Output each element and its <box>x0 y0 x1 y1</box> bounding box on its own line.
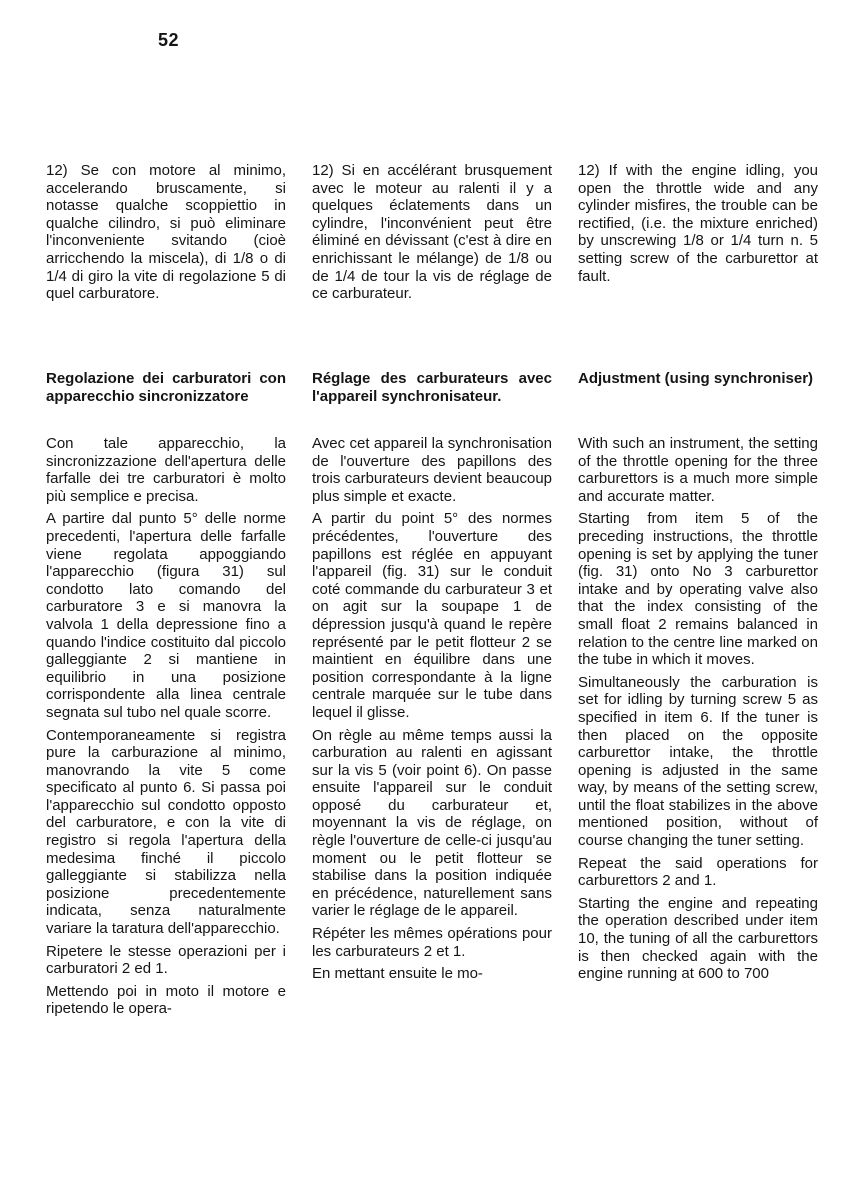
body-paragraph: En mettant ensuite le mo- <box>312 965 483 983</box>
column-english <box>578 162 818 988</box>
body-paragraph: Contemporaneamente si registra pure la carburazione al minimo, manovrando la vite 5 come specificato al punto 6. Si passa poi l'apparecchio sul condotto opposto del carburatore, e con la vite di registro si regola l'apertura della medesima finché il piccolo galleggiante si stabilizza nella posizione precedentemente indicata, senza naturalmente variare la taratura dell'apparecchio. <box>46 726 286 938</box>
body-paragraph: Starting from item 5 of the preceding instructions, the throttle opening is set by applying the tuner (fig. 31) onto No 3 carburettor intake and by operating valve also that the index consisting of the small float 2 remains balanced in relation to the centre line marked on the tube in which it moves. <box>578 510 818 669</box>
column-french <box>312 162 552 988</box>
intro-paragraph-english: 12) If with the engine idling, you open the throttle wide and any cylinder misfires, the trouble can be rectified, (i.e. the mixture enriched) by unscrewing 1/8 or 1/4 turn n. 5 setting screw of the carburettor at fault. <box>578 162 818 285</box>
body-paragraph: Ripetere le stesse operazioni per i carburatori 2 ed 1. <box>46 942 286 978</box>
body-paragraph: Mettendo poi in moto il motore e ripetendo le opera- <box>46 982 286 1018</box>
intro-paragraph-italian: 12) Se con motore al minimo, accelerando bruscamente, si notasse qualche scoppiettio in qualche cilindro, si può eliminare l'inconveniente svitando (cioè arricchendo la miscela), di 1/8 o di 1/4 di giro la vite di regolazione 5 di quel carburatore. <box>46 162 286 303</box>
body-paragraph: Répéter les mêmes opérations pour les carburateurs 2 et 1. <box>312 925 552 960</box>
page-number: 52 <box>158 30 180 50</box>
section-heading-french: Réglage des carburateurs avec l'appareil synchronisateur. <box>312 370 552 405</box>
intro-paragraph-french: 12) Si en accélérant brusquement avec le moteur au ralenti il y a quelques éclatements dans un cylindre, l'inconvénient peut être éliminé en dévissant (c'est à dire en enrichissant le mélange) de 1/8 ou de 1/4 de tour la vis de réglage de ce carburateur. <box>312 162 552 303</box>
body-paragraph: Avec cet appareil la synchronisation de l'ouverture des papillons des trois carburateurs devient beaucoup plus simple et exacte. <box>312 435 552 505</box>
body-paragraph: Con tale apparecchio, la sincronizzazione dell'apertura delle farfalle dei tre carburatori è molto più semplice e precisa. <box>46 435 286 505</box>
body-paragraph: With such an instrument, the setting of the throttle opening for the three carburettors is a much more simple and accurate matter. <box>578 435 818 505</box>
column-italian <box>46 162 286 1023</box>
body-paragraph: Starting the engine and repeating the operation described under item 10, the tuning of all the carburettors is then checked again with the engine running at 600 to 700 <box>578 894 818 983</box>
body-paragraph: Repeat the said operations for carburettors 2 and 1. <box>578 854 818 890</box>
section-heading-english: Adjustment (using synchroniser) <box>578 370 814 387</box>
body-paragraph: A partir du point 5° des normes précédentes, l'ouverture des papillons est réglée en appuyant l'appareil (fig. 31) sur le conduit coté commande du carburateur 3 et on agit sur la soupape 1 de dépression jusqu'à quand le repère représenté par le petit flotteur 2 se maintient en équilibre dans une position correspondante à la ligne centrale marquée sur le tube dans lequel il glisse. <box>312 510 552 721</box>
body-paragraph: On règle au même temps aussi la carburation au ralenti en agissant sur la vis 5 (voir point 6). On passe ensuite l'appareil sur le conduit opposé du carburateur et, moyennant la vis de réglage, on règle l'ouverture de celle-ci jusqu'au moment ou le petit flotteur se stabilise dans la position indiquée en précédence, naturellement sans varier le réglage de le appareil. <box>312 726 552 920</box>
body-paragraph: Simultaneously the carburation is set for idling by turning screw 5 as specified in item 6. If the tuner is then placed on the opposite carburettor intake, the throttle opening is adjusted in the same way, by means of the setting screw, until the float stabilizes in the above mentioned position, without of course changing the tuner setting. <box>578 673 818 850</box>
body-paragraph: A partire dal punto 5° delle norme precedenti, l'apertura delle farfalle viene regolata appoggiando l'apparecchio (figura 31) sul condotto lato comando del carburatore 3 e si manovra la valvola 1 della depressione fino a quando l'indice costituito dal piccolo galleggiante 2 si mantiene in equilibrio in una posizione corrispondente alla linea centrale segnata sul tubo nel quale scorre. <box>46 510 286 721</box>
section-heading-italian: Regolazione dei carburatori con apparecchio sincronizzatore <box>46 370 286 405</box>
